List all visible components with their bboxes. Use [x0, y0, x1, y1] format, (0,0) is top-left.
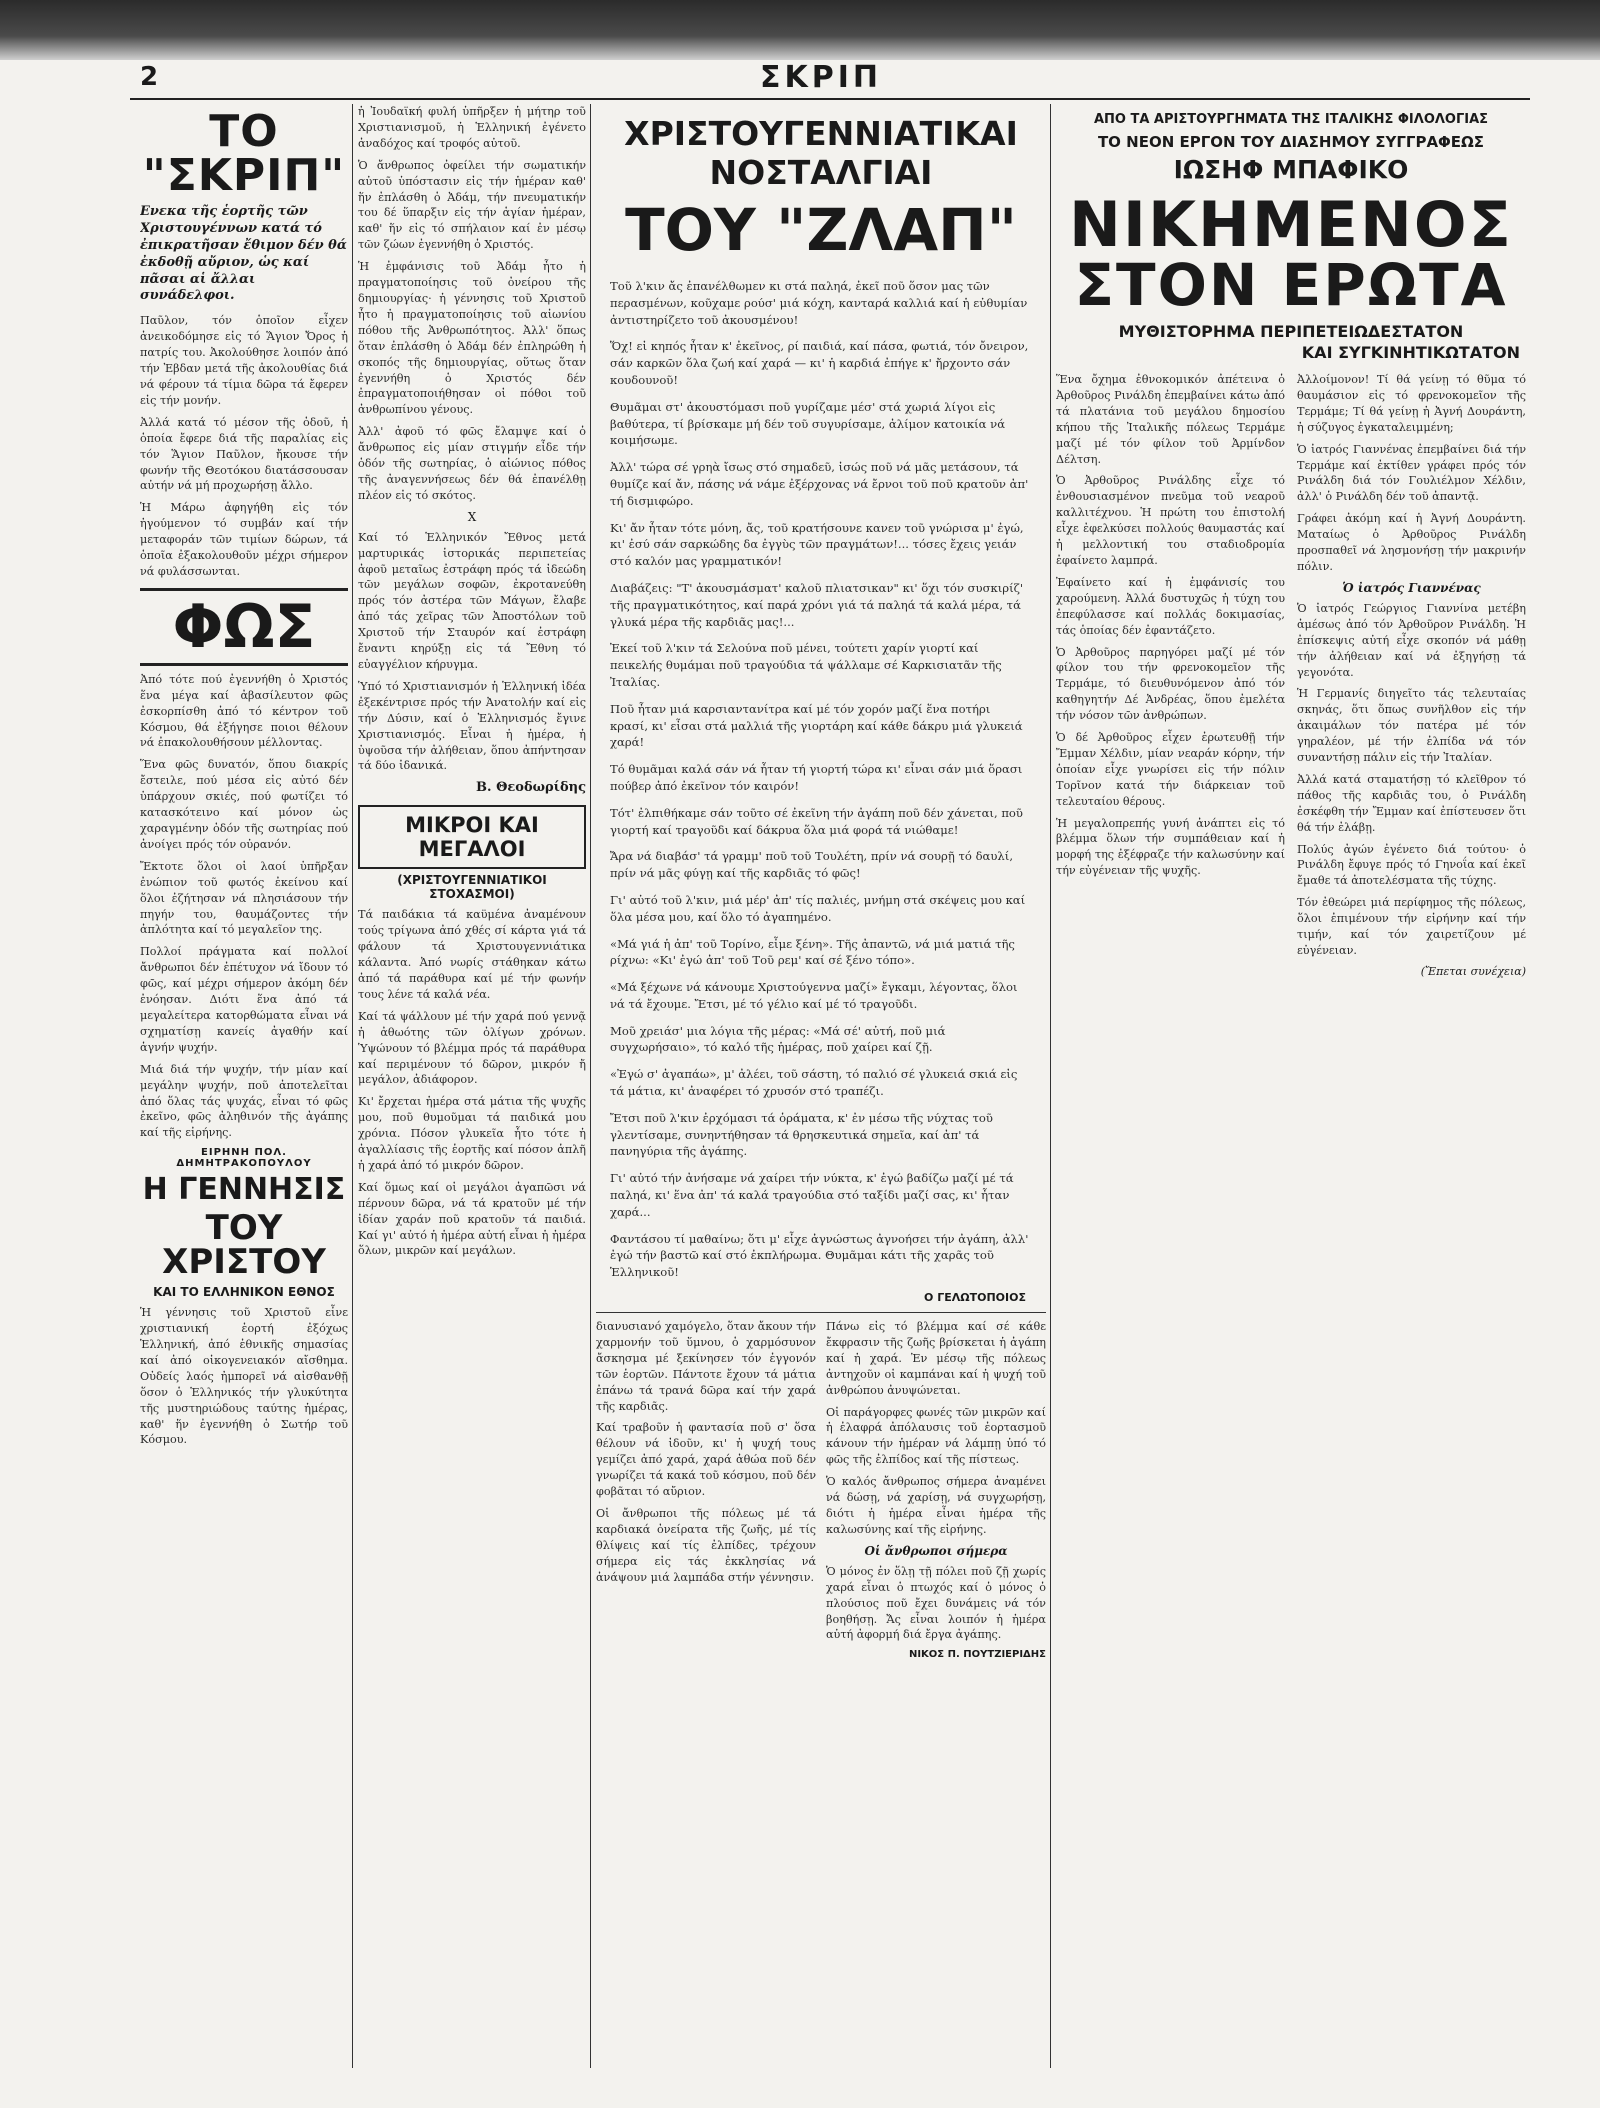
article-paragraph: Καί ὅμως καί οἱ μεγάλοι ἀγαπῶσι νά πέρνουν δῶρα, νά τά κρατοῦν μέ τήν ἰδίαν χαράν ποῦ κρατοῦν τά παιδιά. Καί γι' αὐτό ἡ ἡμέρα αὐτή εἶναι ἡ ἡμέρα ὅλων, μικρῶν καί μεγάλων. — [358, 1180, 586, 1258]
article-paragraph: Ἔκτοτε ὅλοι οἱ λαοί ὑπῆρξαν ἐνώπιον τοῦ φωτός ἐκείνου καί ὅλοι ἐζήτησαν νά πλησιάσουν τήν πηγήν του, θαυμάζοντες τήν ἀπλότητα καί τό μεγαλεῖον της. — [140, 859, 348, 937]
column-2 — [358, 104, 586, 2068]
article-paragraph: Πάνω εἰς τό βλέμμα καί σέ κάθε ἔκφρασιν τῆς ζωῆς βρίσκεται ἡ ἀγάπη καί ἡ χαρά. Ἐν μέσῳ τῆς πόλεως ἀντηχοῦν οἱ καμπάναι καί ἡ ψυχή τοῦ ἀνθρώπου ἀνυψώνεται. — [826, 1320, 1046, 1397]
article-paragraph: ἡ Ἰουδαϊκή φυλή ὑπῆρξεν ἡ μήτηρ τοῦ Χριστιανισμοῦ, ἡ Ἑλληνική ἐγένετο ἀναδόχος καί τροφός αὐτοῦ. — [358, 105, 586, 150]
poem-stanza: Ὅχ! εἰ κηπός ἦταν κ' ἐκεῖνος, ρί παιδιά, καί πάσα, φωτιά, τόν ὄνειρον, σάν καρκῶν ὅλα ζωή καί χαρά — κι' ἡ καρδιά ἐπήγε κ' ἤρχοντο σάν κουδουνοῦ! — [610, 339, 1029, 387]
article-paragraph: Ὁ δέ Ἀρθοῦρος εἶχεν ἐρωτευθῇ τήν Ἔμμαν Χέλδιν, μίαν νεαράν κόρην, τήν ὁποίαν εἶχε γνωρίσει εἰς τήν πόλιν Τορῖνον κατά τήν διάρκειαν τοῦ τελευταίου θέρους. — [1056, 731, 1285, 808]
article-paragraph: Κι' ἔρχεται ἡμέρα στά μάτια τῆς ψυχῆς μου, ποῦ θυμοῦμαι τά παιδικά μου χρόνια. Πόσον γλυκεῖα ἦτο τότε ἡ ἀγαλλίασις τῆς ἑορτῆς καί πόσον ἁπλῆ ἡ χαρά ἀπό τό μικρόν δῶρον. — [358, 1095, 586, 1172]
article-paragraph: Ὁ Ἀρθοῦρος παρηγόρει μαζί μέ τόν φίλον του τήν φρενοκομεῖον τῆς Τερμάμε, τό διευθυνόμενον ἀπό τόν καθηγητήν Δέ Ἀνδρέας, ὅπου ἐμελέτα τήν νόσον τῶν ἀνθρώπων. — [1056, 645, 1285, 723]
section-mark: X — [467, 509, 477, 524]
poem-stanza: Ἐκεί τοῦ λ'κιν τά Σελούνα ποῦ μένει, τούτετι χαρίν γιορτί καί πεικελής θυμάμαι ποῦ τραγούδια τά ψάλλαμε σέ Καρκισιατᾶν τῆς Ἰταλίας. — [610, 641, 1002, 689]
article-paragraph: Ὁ μόνος ἐν ὅλῃ τῇ πόλει ποῦ ζῇ χωρίς χαρά εἶναι ὁ πτωχός καί ὁ μόνος ὁ πλούσιος ποῦ ἔχει δυνάμεις νά τόν βοηθήσῃ. Ἄς εἶναι λοιπόν ἡ ἡμέρα αὐτή ἀφορμή διά ἔργα ἀγάπης. — [826, 1564, 1046, 1642]
scan-dark-edge — [0, 0, 1600, 60]
lower-article-left — [596, 1319, 816, 1660]
article-paragraph: Ἀλλά κατά σταματήσῃ τό κλεῖθρον τό πάθος τῆς καρδιᾶς του, ὁ Ρινάλδη ἐσκέφθη τήν Ἔμμαν καί ἐπίστευσεν ὅτι θά τήν ἐλάβῃ. — [1297, 772, 1526, 834]
article-paragraph: Ἀλλοίμονον! Τί θά γείνῃ τό θῦμα τό θαυμάσιον εἰς τό φρενοκομεῖον τῆς Τερμάμε; Τί θά γείνῃ ἡ Ἀγνή Δουράντη, ἡ σύζυγος ἐγκαταλειμμένη; — [1297, 373, 1526, 434]
poem-stanza: Κι' ἄν ἦταν τότε μόνη, ἄς, τοῦ κρατήσουνε κανεν τοῦ γνώρισα μ' ἐγώ, κι' ἐσύ σάν σαρκώδης δα ἐγγὺς τῶν πραγμάτων!... τόσες ἔχεις γειάν στό καλόν μας γραμματικόν! — [610, 520, 1024, 569]
article-paragraph: Ἕνα φῶς δυνατόν, ὅπου διακρίς ἔστειλε, πού μέσα εἰς αὐτό δέν ὑπάρχουν σκιές, πού φωτίζει τό κατασκότεινο καί μόνον ὡς χαραγμένην ὁδόν τῆς σωτηρίας πού ἀνοίγει πρός τόν οὐρανόν. — [140, 758, 348, 851]
article-paragraph: Πολύς ἀγών ἐγένετο διά τούτου· ὁ Ρινάλδη ἔφυγε πρός τό Γηνοΐα καί ἐκεῖ ἔμαθε τά ἀποτελέσματα τῆς τύχης. — [1297, 842, 1526, 888]
serial-genre-2: ΚΑΙ ΣΥΓΚΙΝΗΤΙΚΩΤΑΤΟΝ — [1301, 343, 1520, 362]
poem-stanza: Τότ' ἐλπιθήκαμε σάν τοῦτο σέ ἐκεῖνη τήν ἀγάπη ποῦ δέν χάνεται, ποῦ γιορτή καί τραγοῦδι καί δάκρυα ὅλα μιά φορά τά νιώθαμε! — [610, 805, 1023, 837]
article-paragraph: Τά παιδάκια τά καϋμένα ἀναμένουν τούς τρίγωνα ἀπό χθές σί κάρτα γιά τά φάλουν τά Χριστουγεννιάτικα κάλαντα. Ἀπό νωρίς στάθηκαν κάτω ἀπό τά παράθυρα καί μέ τήν φωνήν τους λένε τά καλά νέα. — [358, 908, 586, 1001]
serial-title-2: ΣΤΟΝ ΕΡΩΤΑ — [1074, 251, 1508, 319]
article-paragraph: Ἕνα ὄχημα ἐθνοκομικόν ἀπέτεινα ὁ Ἀρθοῦρος Ρινάλδη ἐπεμβαίνει κάτω ἀπό τά πλατάνια τοῦ μεγάλου δημοσίου κήπου τῆς Ἰταλικῆς πόλεως Τερμάμε μαζί μέ τόν φίλον τοῦ Ἀρμίνδον Δέλτση. — [1056, 373, 1285, 466]
nostalgia-headline: ΧΡΙΣΤΟΥΓΕΝΝΙΑΤΙΚΑΙ ΝΟΣΤΑΛΓΙΑΙ — [624, 114, 1018, 192]
serial-author: ΙΩΣΗΦ ΜΠΑΦΙΚΟ — [1173, 155, 1409, 184]
column-divider — [590, 104, 591, 2068]
poem-stanza: Διαβάζεις: "Τ' ἀκουσμάσματ' καλοῦ πλιατσικαν" κι' ὅχι τόν συσκιρίζ' τῆς πραγματικότητος, καί παρά χρόνι γιά τά παληά τά καλά μέρα, τά γλυκά μέρα τῆς καρδιᾶς μας!... — [610, 580, 1024, 629]
fos-headline: ΦΩΣ — [140, 588, 348, 666]
article-subheading: Οἱ ἄνθρωποι σήμερα — [864, 1543, 1008, 1558]
poem-stanza: Μοῦ χρειάσ' μια λόγια τῆς μέρας: «Μά σέ' αὐτή, ποῦ μιά συγχωρήσαιο», τό καλό τῆς ἡμέρας, ποῦ χαίρει καί ζῇ. — [610, 1023, 946, 1055]
column-3 — [596, 104, 1046, 2068]
poem-stanza: Γι' αὐτό τήν ἀνήσαμε νά χαίρει τήν νύκτα, κ' ἐγώ βαδίζω μαζί μέ τά παληά, κι' ἕνα ἀπ' τά καλά τραγούδια στό ταξίδι μαζί σας, κι' ἦταν χαρά... — [610, 1171, 1014, 1219]
article-paragraph: Ἡ γέννησις τοῦ Χριστοῦ εἶνε χριστιανική ἑορτή ἐξόχως Ἑλληνική, ἀπό ἐθνικῆς σημασίας καί ἀπό οἰκογενειακόν αἴσθημα. Οὐδείς λαός ἠμπορεῖ νά αἰσθανθῇ ὅσον ὁ Ἑλληνικός τήν γλυκύτητα τῆς μυστηριώδους ταύτης ἡμέρας, καθ' ἥν ἐγεννήθη ὁ Σωτήρ τοῦ Κόσμου. — [140, 1306, 348, 1447]
article-paragraph: Ἐφαίνετο καί ἡ ἐμφάνισίς του χαρούμενη. Ἀλλά δυστυχῶς ἡ τύχη του ἐπεφύλασσε καί πολλάς δοκιμασίας, τάς ὁποίας δέν ἐφαντάζετο. — [1056, 575, 1285, 637]
article-paragraph: Ἀλλά κατά τό μέσον τῆς ὁδοῦ, ἡ ὁποία ἔφερε διά τῆς παραλίας εἰς τόν Ἅγιον Παῦλον, ἤκουσε τήν φωνήν τῆς Θεοτόκου διατάσσουσαν αὐτήν νά μή προχωρήσῃ ἄλλο. — [140, 415, 348, 493]
article-paragraph: Ἡ μεγαλοπρεπής γυνή ἀνάπτει εἰς τό βλέμμα ὅλων τήν συμπάθειαν καί ἡ μορφή της ἐξέφραζε τήν καλωσύνην καί τήν εὐγένειαν τῆς ψυχῆς. — [1056, 816, 1285, 878]
poem-stanza: «Μά γιά ἡ ἀπ' τοῦ Τορίνο, εἶμε ξένη». Τῆς ἀπαντῶ, νά μιά ματιά τῆς ρίχνω: «Κι' ἐγώ ἀπ' τοῦ Τοῦ ρεμ' καί σέ ξένο τόπο». — [610, 936, 1015, 968]
poem-stanza: Ἀλλ' τώρα σέ γρηὰ ἴσως στό σημαδεῦ, ἰσώς ποῦ νά μᾶς μετάσουν, τά θυμίζε καί ἄν, πάσης νά νάμε ἐξέρχονας νά ἔρνοι τοῦ ποῦ κρατοῦν ἀπ' τή δισμιφώρο. — [610, 460, 1029, 508]
lower-article — [596, 1312, 1046, 1660]
article-paragraph: Οἱ ἄνθρωποι τῆς πόλεως μέ τά καρδιακά ὀνείρατα τῆς ζωῆς, μέ τίς θλίψεις καί τίς ἐλπίδες, τρέχουν σήμερα εἰς τάς ἐκκλησίας νά ἀνάψουν μιά λαμπάδα στήν γέννησιν. — [596, 1507, 816, 1584]
article-paragraph: Γράφει ἀκόμη καί ἡ Ἀγνή Δουράντη. Ματαίως ὁ Ἀρθοῦρος Ρινάλδη προσπαθεῖ νά λησμονήσῃ τήν μακρινήν πόλιν. — [1297, 512, 1526, 573]
poem — [596, 278, 1046, 1281]
article-paragraph: Ὁ Ἀρθοῦρος Ρινάλδης εἶχε τό ἐνθουσιασμένον πνεῦμα τοῦ νεαροῦ καλλιτέχνου. Ἡ πρώτη του ἐπιστολή εἶχε ἐφελκύσει πολλούς θαυμαστάς καί ἡ μελλοντική του σταδιοδρομία ἐφαίνετο λαμπρά. — [1056, 474, 1285, 567]
gennisis-subheadline: ΚΑΙ ΤΟ ΕΛΛΗΝΙΚΟΝ ΕΘΝΟΣ — [153, 1285, 335, 1300]
column-4 — [1056, 104, 1526, 2068]
article-paragraph: Καί τά ψάλλουν μέ τήν χαρά πού γεννᾷ ἡ ἀθωότης τῶν ὀλίγων χρόνων. Ὑψώνουν τό βλέμμα πρός τά παράθυρα καί περιμένουν τό δῶρον, μικρόν ἤ μεγάλον, ἀδιάφορον. — [358, 1009, 586, 1087]
article-paragraph: Ἡ Μάρω ἀφηγήθη εἰς τόν ἡγούμενον τό συμβάν καί τήν μεταφοράν τῶν τιμίων δώρων, τά ὁποῖα ἐξακολουθοῦν μέχρι σήμερον νά φυλάσσωνται. — [140, 501, 348, 578]
article-paragraph: Ὁ καλός ἄνθρωπος σήμερα ἀναμένει νά δώσῃ, νά χαρίσῃ, νά συγχωρήσῃ, διότι ἡ ἡμέρα εἶναι ἡμέρα τῆς καλωσύνης καί τῆς εἰρήνης. — [826, 1475, 1046, 1536]
page-number: 2 — [140, 62, 159, 92]
serial-kicker-2: ΤΟ ΝΕΟΝ ΕΡΓΟΝ ΤΟΥ ΔΙΑΣΗΜΟΥ ΣΥΓΓΡΑΦΕΩΣ — [1097, 133, 1485, 151]
continued-note: (Ἔπεται συνέχεια) — [1420, 964, 1526, 978]
column-divider — [1050, 104, 1051, 2068]
poem-stanza: Ἔτσι ποῦ λ'κιν ἐρχόμασι τά ὁράματα, κ' ἐν μέσω τῆς νύχτας τοῦ γλεντίσαμε, συνηντήθησαν τά θρησκευτικά σημεῖα, καί ἀπ' τά πανηγύρια τῆς ἀγάπης. — [610, 1110, 993, 1159]
serial-title: ΝΙΚΗΜΕΝΟΣ — [1069, 188, 1513, 261]
poem-stanza: Γι' αὐτό τοῦ λ'κιν, μιά μέρ' ἀπ' τίς παλιές, μνήμη στά σκέψεις μου καί ὅλα μέσα μου, καί ὅλο τό ἀγαπημένο. — [610, 892, 1026, 924]
article-paragraph: Ὁ ἰατρός Γεώργιος Γιαννίνα μετέβη ἀμέσως ἀπό τόν Ἀρθοῦρον Ρινάλδη. Ἡ ἐπίσκεψις αὐτή εἶχε σκοπόν νά μάθῃ τήν ἀλήθειαν καί νά ἐξηγήσῃ τά γεγονότα. — [1297, 601, 1526, 679]
article-paragraph: Ἀπό τότε πού ἐγεννήθη ὁ Χριστός ἕνα μέγα καί ἀβασίλευτον φῶς ἐσκορπίσθη ἀπό τό κέντρον τοῦ Κόσμου, θά ἐξήγησε ποιοι θέλουν νά ἐπακολουθήσουν μέλλοντας. — [140, 672, 348, 750]
skrip-notice-lead: Ενεκα τῆς ἑορτῆς τῶν Χριστουγέννων κατά τό ἐπικρατῆσαν ἔθιμον δέν θά ἐκδοθῇ αὔριον, ὡς καί πᾶσαι αἱ ἄλλαι συνάδελφοι. — [140, 204, 347, 304]
gennisis-headline: Η ΓΕΝΝΗΣΙΣ — [142, 1172, 346, 1208]
poem-stanza: Ποῦ ἦταν μιά καρσιαντανίτρα καί μέ τόν χορόν μαζί ἕνα ποτήρι κρασί, κι' εἶσαι στά μαλλιά τῆς γιορτάρη καί κάθε δάκρυ μιά γλυκειά χαρά! — [610, 701, 1023, 750]
mikroi-headline: ΜΙΚΡΟΙ ΚΑΙ ΜΕΓΑΛΟΙ — [358, 805, 586, 869]
poem-stanza: Θυμᾶμαι στ' ἀκουστόμασι ποῦ γυρίζαμε μέσ' στά χωριά λίγοι εἰς βαθύτερα, τί βρίσκαμε μή δέν τοῦ συγυρίσαμε, ἀλίμον κατοικία νά κοιμήσωμε. — [610, 399, 1006, 448]
serial-body — [1056, 372, 1526, 978]
mikroi-subheadline: (ΧΡΙΣΤΟΥΓΕΝΝΙΑΤΙΚΟΙ ΣΤΟΧΑΣΜΟΙ) — [397, 873, 547, 902]
article-paragraph: Οἱ παράγορφες φωνές τῶν μικρῶν καί ἡ ἐλαφρά ἀπόλαυσις τοῦ ἐορτασμοῦ κάνουν τήν ἡμέραν νά λάμπῃ ὑπό τό φῶς τῆς ἐλπίδος καί τῆς πίστεως. — [826, 1405, 1046, 1467]
article-paragraph: Καί τραβοῦν ἡ φαντασία ποῦ σ' ὅσα θέλουν νά ἰδοῦν, κι' ἡ ψυχή τους γεμίζει ἀπό χαρά, χαρά ἀθώα ποῦ δέν γνωρίζει τά κακά τοῦ κόσμου, ποῦ δέν φοβᾶται τό αὔριον. — [596, 1421, 816, 1499]
article-paragraph: Μιά διά τήν ψυχήν, τήν μίαν καί μεγάλην ψυχήν, ποῦ ἀποτελεῖται ἀπό ὅλας τάς ψυχάς, εἶναι τό φῶς ἐκεῖνο, φῶς ἀληθινόν τῆς ἀγάπης καί τῆς εἰρήνης. — [140, 1062, 348, 1140]
poem-stanza: Ἄρα νά διαβάσ' τά γραμμ' ποῦ τοῦ Τουλέτη, πρίν νά σουρῇ τό δαυλί, πρίν νά μᾶς φύγῃ καί τῆς καρδιᾶς τό φῶς! — [610, 849, 1014, 881]
article-paragraph: Ἡ ἐμφάνισις τοῦ Ἀδάμ ἦτο ἡ πραγματοποίησις τοῦ ὀνείρου τῆς δημιουργίας· ἡ γέννησις τοῦ Χριστοῦ ἦτο ἡ πραγματοποίησις τοῦ αἰωνίου πόθου τῆς Ἀνθρωπότητος. Ἀλλ' ὅπως ὅταν ἐπλάσθη ὁ Ἀδάμ δέν ἐπληρώθη ἡ σκοπός τῆς δημιουργίας, οὕτως ὅταν ἐγεννήθη ὁ Χριστός δέν ἐπραγματοποιήθησαν οἱ πόθοι τοῦ ἀνθρωπίνου γένους. — [358, 260, 586, 417]
poem-stanza: «Ἐγώ σ' ἀγαπάω», μ' ἀλέει, τοῦ σάστη, τό παλιό σέ γλυκειά σκιά εἰς τά μάτια, κι' ἀναφέρει τό χρυσόν στό τραπέζι. — [610, 1067, 1018, 1099]
skrip-notice-headline: ΤΟ "ΣΚΡΙΠ" — [142, 106, 346, 201]
article-paragraph: Ἡ Γερμανίς διηγεῖτο τάς τελευταίας σκηνάς, ὅτι ὅπως συνῆλθον εἰς τήν ἀκαιμάλων τόν πατέρα μέ τόν γηραλέον, μέ τήν ἐλπίδα νά τόν συναντήσῃ πάλιν εἰς τήν Ἰταλίαν. — [1297, 687, 1526, 765]
poem-stanza: «Μά ξέχωνε νά κάνουμε Χριστούγεννα μαζί» ἔγκαμι, λέγοντας, ὅλοι νά τά ἔχουμε. Ἔτσι, μέ τό γέλιο καί μέ τό τραγοῦδι. — [610, 980, 1018, 1011]
masthead-rule — [130, 98, 1530, 100]
poem-author: Ο ΓΕΛΩΤΟΠΟΙΟΣ — [924, 1291, 1026, 1305]
serial-body-right — [1297, 372, 1526, 978]
poem-stanza: Φαντάσου τί μαθαίνω; ὅτι μ' εἶχε ἀγνώστως ἀγνοήσει τήν ἀγάπη, ἀλλ' ἐγώ τήν βαστῶ καί στό ἐκπλήρωμα. Θυμᾶμαι κάτι τῆς χαρᾶς τοῦ Ἑλληνικοῦ! — [610, 1231, 1029, 1280]
article-paragraph: Ὁ ἰατρός Γιαννένας ἐπεμβαίνει διά τήν Τερμάμε καί ἐκτίθεν γράφει πρός τόν Ρινάλδη διά τόν Γουλιέλμον Χέλδιν, ἀλλ' ὁ Ρινάλδη δέν τοῦ ἀπαντᾷ. — [1297, 442, 1526, 504]
poem-stanza: Τοῦ λ'κιν ἄς ἐπανέλθωμεν κι στά παληά, ἐκεῖ ποῦ ὅσον μας τῶν περασμένων, κοῦχαμε ρούσ' μιά κόχη, κανταρά καλλιά καί ἡ εὐθυμίαν ἀντιστηρίζετο τοῦ ἀκουσμένου! — [610, 279, 1028, 327]
article-paragraph: Καί τό Ἑλληνικόν Ἔθνος μετά μαρτυρικάς ἱστορικάς περιπετείας ἀφοῦ μεταῖως ἐστράφη πρός τά ἰδεώδη τῶν μεγάλων σοφῶν, ἐκροτανεύθη πρός τόν ἀστέρα τῶν Μάγων, ἔλαβε ἀπό τάς χεῖρας τῶν Ἀποστόλων τοῦ Χριστοῦ τήν Σταυρόν καί ἐστράφη ἔναντι κηρύξῃ εἰς τά Ἔθνη τό εὐαγγέλιον κήρυγμα. — [358, 530, 586, 671]
serial-kicker: ΑΠΟ ΤΑ ΑΡΙΣΤΟΥΡΓΗΜΑΤΑ ΤΗΣ ΙΤΑΛΙΚΗΣ ΦΙΛΟΛΟΓΙΑΣ — [1093, 112, 1489, 127]
article-paragraph: Ὑπό τό Χριστιανισμόν ἡ Ἑλληνική ἰδέα ἐξεκέντρισε πρός τήν Ἀνατολήν καί εἰς τήν Δύσιν, καί ὁ Ἑλληνισμός ἔγινε Χριστιανισμός. Εἶναι ἡ ἡμέρα, ἡ ὑψοῦσα τήν ἀλήθειαν, ὅπου ἀπήντησαν τά δύο ἰδανικά. — [358, 679, 586, 773]
fos-signature: ΕΙΡΗΝΗ ΠΟΛ. ΔΗΜΗΤΡΑΚΟΠΟΥΛΟΥ — [176, 1147, 312, 1170]
column-divider — [352, 104, 353, 2068]
serial-body-left — [1056, 372, 1285, 978]
serial-genre: ΜΥΘΙΣΤΟΡΗΜΑ ΠΕΡΙΠΕΤΕΙΩΔΕΣΤΑΤΟΝ — [1118, 322, 1464, 341]
article-subheading: Ὁ ἰατρός Γιαννένας — [1342, 580, 1481, 595]
article-paragraph: Ἀλλ' ἀφοῦ τό φῶς ἔλαμψε καί ὁ ἄνθρωπος εἰς μίαν στιγμήν εἶδε τήν ὁδόν τῆς σωτηρίας, ὁ αἰώνιος πόθος τῆς ἀναγεννήσεως δέν θά ἐπανέλθῃ πλέον εἰς τό σκότος. — [358, 425, 586, 502]
column-1 — [140, 104, 348, 2068]
poem-stanza: Τό θυμᾶμαι καλά σάν νά ἦταν τή γιορτή τώρα κι' εἶναι σάν μιά ὅρασι πούβερ ἀπό ἐκεῖνον τόν καιρόν! — [610, 762, 1023, 793]
lower-article-right — [826, 1319, 1046, 1660]
article-paragraph: Ὁ ἄνθρωπος ὀφείλει τήν σωματικήν αὐτοῦ ὑπόστασιν εἰς τήν ἡμέραν καθ' ἥν ἐπλάσθη ὁ Ἀδάμ, τήν πνευματικήν του δέ ὕπαρξιν εἰς τήν ἁγίαν ἡμέραν, καθ' ἥν εἰς τό σπήλαιον καί ἐν μέσῳ τῶν ζώων ἐγεννήθη ὁ Χριστός. — [358, 158, 586, 252]
article-paragraph: Παῦλον, τόν ὁποῖον εἶχεν ἀνεικοδόμησε εἰς τό Ἅγιον Ὄρος ἡ πατρίς του. Ἀκολούθησε λοιπόν ἀπό τήν Ἐβδαν μετά τῆς ἀκολουθίας διά νά φέρουν τά τίμια δῶρα τά ἔφερεν εἰς τήν μονήν. — [140, 314, 348, 407]
article-signature: Β. Θεοδωρίδης — [476, 780, 586, 796]
article-paragraph: Πολλοί πράγματα καί πολλοί ἄνθρωποι δέν ἐπέτυχον νά ἴδουν τό φῶς, καί μέχρι σήμερον ἀκόμη δέν ἐνόησαν. Διότι ἕνα ἀπό τά μεγαλείτερα κατορθώματα εἶναι νά σχηματίσῃ κανείς ἀγαθήν καί ἁγνήν ψυχήν. — [140, 945, 348, 1054]
newspaper-masthead: ΣΚΡΙΠ — [760, 60, 882, 95]
article-paragraph: Τόν ἐθεώρει μιά περίφημος τῆς πόλεως, ὅλοι ἐπιμένουν τήν εἰρήνην καί τήν τιμήν, καί τόν χαιρετίζουν μέ εὐγένειαν. — [1297, 896, 1526, 957]
gennisis-headline-2: ΤΟΥ ΧΡΙΣΤΟΥ — [162, 1208, 326, 1283]
article-signature: ΝΙΚΟΣ Π. ΠΟΥΤΖΙΕΡΙΔΗΣ — [908, 1649, 1046, 1661]
zlap-headline: ΤΟΥ "ΖΛΑΠ" — [625, 196, 1017, 264]
article-paragraph: διανυσιανό χαμόγελο, ὅταν ἄκουν τήν χαρμονήν τοῦ ὕμνου, ὁ χαρμόσυνον ἄσκησμα μέ ξεκίνησεν τόν ἐγγονόν τῶν ἑορτῶν. Πάντοτε ἔχουν τά μάτια ἐπάνω τά τρανά δῶρα καί τήν χαρά τῆς καρδιᾶς. — [596, 1320, 816, 1413]
